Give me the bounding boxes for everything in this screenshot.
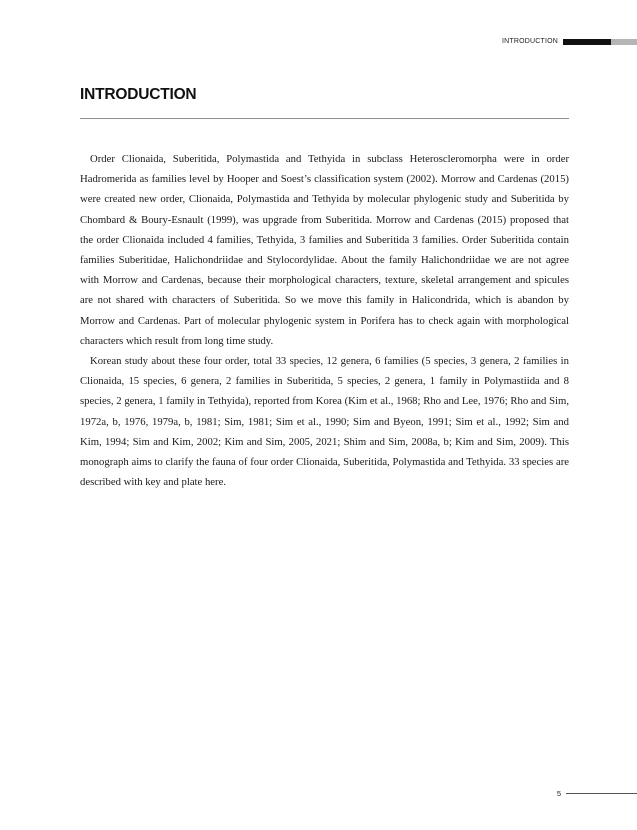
footer-rule — [566, 793, 637, 794]
body-text — [80, 149, 569, 492]
page-title: INTRODUCTION — [80, 86, 197, 103]
running-header-label: INTRODUCTION — [501, 38, 558, 45]
page-footer — [557, 787, 637, 799]
paragraph-2: Korean study about these four order, total 33 species, 12 genera, 6 families (5 species, 3 genera, 2 families in Clionaida, 15 species, 6 genera, 2 families in Suberitida, 5 species, 2 genera, 1 family in Polymastiida and 8 species, 2 genera, 1 family in Tethyida), reported from Korea (Kim et al., 1968; Rho and Lee, 1976; Rho and Sim, 1972a, b, 1976, 1979a, b, 1981; Sim, 1981; Sim et al., 1990; Sim and Byeon, 1991; Sim et al., 1992; Sim and Kim, 1994; Sim and Kim, 2002; Kim and Sim, 2005, 2021; Shim and Sim, 2008a, b; Kim and Sim, 2009). This monograph aims to clarify the fauna of four order Clionaida, Suberitida, Polymastida and Tethyida. 33 species are described with key and plate here. — [80, 355, 569, 489]
page-number: 5 — [556, 788, 561, 798]
running-header — [502, 38, 637, 46]
paragraph-1: Order Clionaida, Suberitida, Polymastida and Tethyida in subclass Heteroscleromorpha were in order Hadromerida as families level by Hooper and Soest’s classification system (2002). Morrow and Cardenas (2015) were created new order, Clionaida, Polymastida and Tethyida by molecular phylogenic study and Suberitida by Chombard & Boury-Esnault (1999), was upgrade from Suberitida. Morrow and Cardenas (2015) proposed that the order Clionaida included 4 families, Tethyida, 3 families and Suberitida 3 families. Order Suberitida contain families Suberitidae, Halichondriidae and Stylocordylidae. About the family Halichondriidae we are not agree with Morrow and Cardenas, because their morphological characters, texture, skeletal arrangement and spicules are not shared with characters of Suberitida. So we move this family in Halicondrida, which is abandon by Morrow and Cardenas. Part of molecular phylogenic system in Porifera has to check again with morphological characters which result from long time study. — [80, 153, 569, 347]
header-bar-dark — [563, 39, 611, 45]
header-bar-light — [611, 39, 637, 45]
title-divider — [80, 118, 569, 119]
